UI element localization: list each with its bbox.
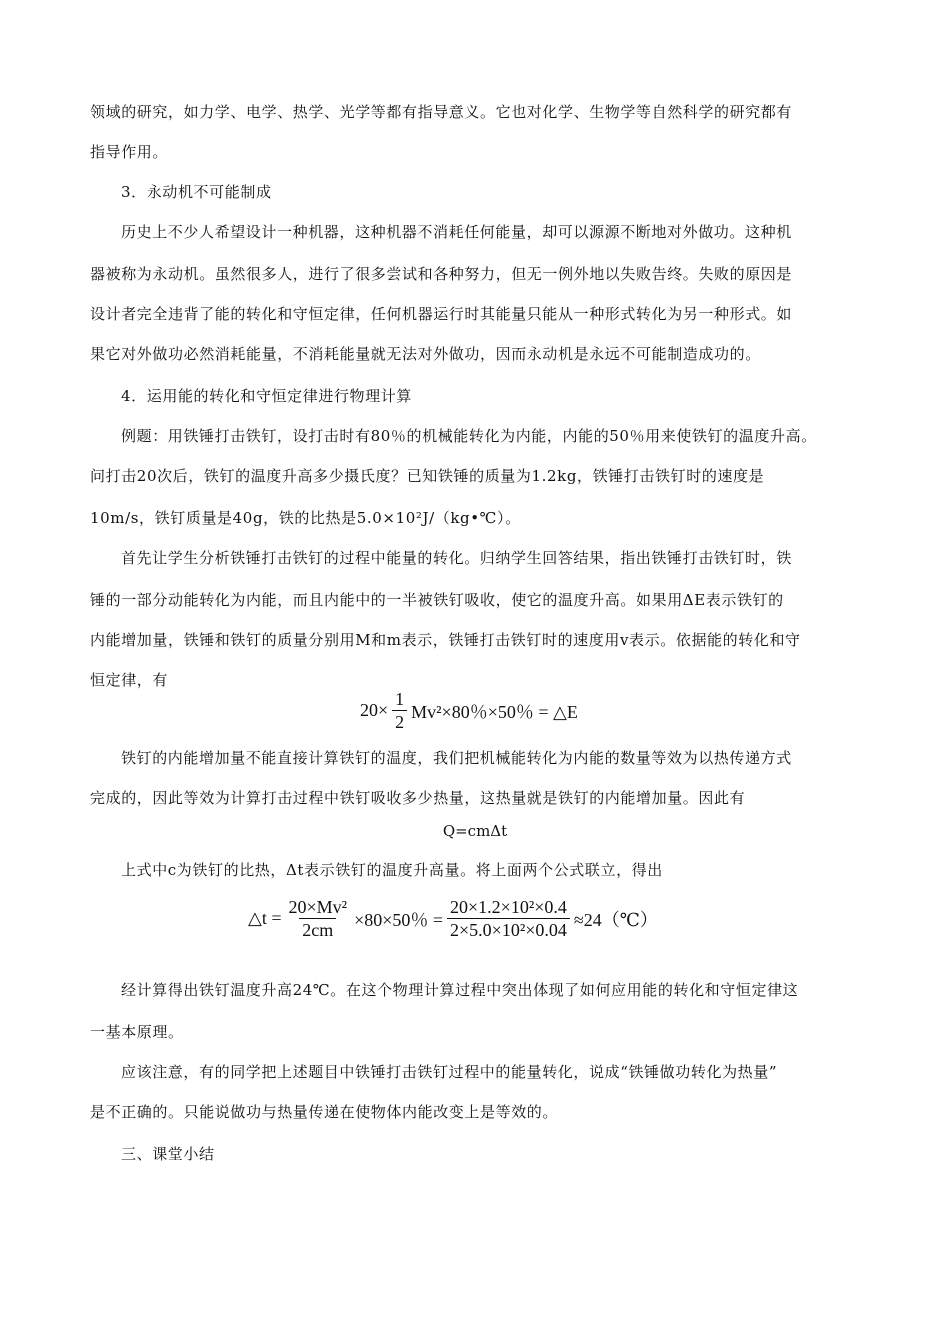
paragraph-line: 10m/s，铁钉质量是40g，铁的比热是5.0×10²J/（kg•℃）。: [90, 509, 521, 527]
formula-middle: ×80×50％ =: [354, 909, 444, 930]
paragraph-line: 经计算得出铁钉温度升高24℃。在这个物理计算过程中突出体现了如何应用能的转化和守恒定律这: [121, 981, 799, 999]
paragraph-line: 应该注意，有的同学把上述题目中铁锤打击铁钉过程中的能量转化，说成“铁锤做功转化为热量”: [121, 1063, 778, 1081]
formula-tail: ≈24（℃）: [573, 909, 658, 930]
paragraph-line: 锤的一部分动能转化为内能，而且内能中的一半被铁钉吸收，使它的温度升高。如果用ΔE表示铁钉的: [90, 591, 784, 609]
paragraph-line: 恒定律，有: [90, 671, 169, 689]
paragraph-line: 上式中c为铁钉的比热，Δt表示铁钉的温度升高量。将上面两个公式联立，得出: [121, 861, 663, 879]
paragraph-line: 器被称为永动机。虽然很多人，进行了很多尝试和各种努力，但无一例外地以失败告终。失败的原因是: [90, 265, 793, 283]
formula-temperature-rise: [248, 896, 658, 941]
paragraph-line: 问打击20次后，铁钉的温度升高多少摄氏度？已知铁锤的质量为1.2kg，铁锤打击铁钉时的速度是: [90, 467, 765, 485]
paragraph-line: 领域的研究，如力学、电学、热学、光学等都有指导意义。它也对化学、生物学等自然科学的研究都有: [90, 103, 793, 121]
fraction-symbolic: [286, 896, 351, 941]
paragraph-line: 果它对外做功必然消耗能量，不消耗能量就无法对外做功，因而永动机是永远不可能制造成功的。: [90, 345, 761, 363]
formula-lead: 20×: [360, 700, 389, 720]
formula-energy-conservation: [360, 688, 578, 733]
paragraph-line: 是不正确的。只能说做功与热量传递在使物体内能改变上是等效的。: [90, 1103, 559, 1121]
fraction-numerator: 20×1.2×10²×0.4: [450, 897, 567, 917]
fraction-denominator: 2×5.0×10²×0.04: [447, 918, 570, 941]
formula-lead: △t =: [248, 908, 282, 928]
fraction-numeric: [447, 896, 570, 941]
paragraph-line: 完成的，因此等效为计算打击过程中铁钉吸收多少热量，这热量就是铁钉的内能增加量。因此有: [90, 789, 746, 807]
section-heading: 4．运用能的转化和守恒定律进行物理计算: [121, 387, 412, 405]
formula-heat: Q=cmΔt: [442, 822, 508, 840]
paragraph-line: 设计者完全违背了能的转化和守恒定律，任何机器运行时其能量只能从一种形式转化为另一种形式。如: [90, 305, 793, 323]
section-heading: 三、课堂小结: [121, 1145, 215, 1163]
fraction-half: [392, 688, 407, 733]
paragraph-line: 铁钉的内能增加量不能直接计算铁钉的温度，我们把机械能转化为内能的数量等效为以热传递方式: [121, 749, 792, 767]
fraction-numerator: 1: [395, 689, 405, 709]
section-heading: 3．永动机不可能制成: [121, 183, 272, 201]
paragraph-line: 例题：用铁锤打击铁钉，设打击时有80％的机械能转化为内能，内能的50％用来使铁钉的温度升高。: [121, 427, 817, 445]
fraction-denominator: 2cm: [299, 918, 336, 941]
paragraph-line: 历史上不少人希望设计一种机器，这种机器不消耗任何能量，却可以源源不断地对外做功。这种机: [121, 223, 792, 241]
paragraph-line: 一基本原理。: [90, 1023, 184, 1041]
paragraph-line: 内能增加量，铁锤和铁钉的质量分别用M和m表示，铁锤打击铁钉时的速度用v表示。依据能的转化和守: [90, 631, 801, 649]
paragraph-line: 指导作用。: [90, 143, 169, 161]
paragraph-line: 首先让学生分析铁锤打击铁钉的过程中能量的转化。归纳学生回答结果，指出铁锤打击铁钉时，铁: [121, 549, 792, 567]
fraction-numerator: 20×Mv²: [288, 897, 348, 917]
formula-tail: Mv²×80％×50％ = △E: [411, 701, 578, 722]
fraction-denominator: 2: [392, 710, 407, 733]
